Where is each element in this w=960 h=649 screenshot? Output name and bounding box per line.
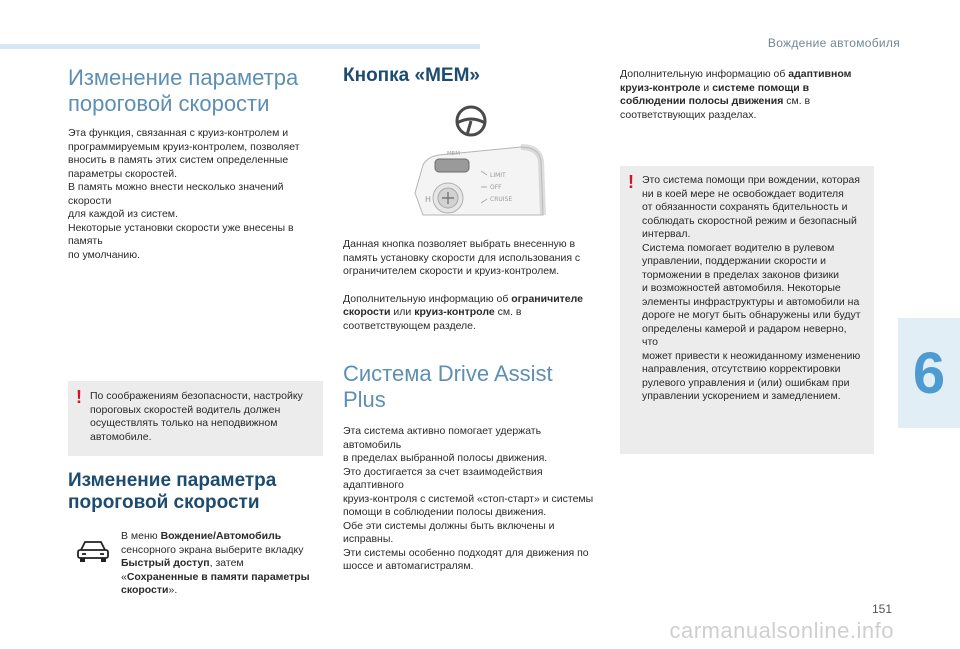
warning-line: рулевого управления и (или) ошибкам при	[642, 376, 850, 389]
warning-line: соблюдать скоростной режим и безопасный	[642, 214, 857, 227]
menu-instruction-text: В меню Вождение/Автомобиль сенсорного экрана выберите вкладку Быстрый доступ, затем «Сохраненные в памяти параметры скорости».	[121, 530, 310, 596]
exclamation-icon: !	[76, 387, 82, 407]
off-label: OFF	[490, 184, 502, 191]
intro-line: программируемым круиз-контролем, позволяет	[68, 140, 300, 153]
mem-more-info: Дополнительную информацию об ограничителе скорости или круиз-контроле см. в соответствующем разделе.	[343, 292, 584, 332]
warning-line: определены камерой и радаром неверно, что	[642, 322, 847, 348]
watermark: carmanualsonline.info	[669, 618, 894, 643]
drive-assist-text	[343, 425, 601, 574]
column-right	[620, 68, 874, 454]
drive-assist-line: Эти системы особенно подходят для движения по	[343, 546, 589, 559]
section-title-threshold-bold: Изменение параметра пороговой скорости	[68, 470, 277, 513]
cruise-label: CRUISE	[490, 196, 513, 203]
section-title-mem: Кнопка «MEM»	[343, 65, 480, 86]
intro-line: вносить в память этих систем определенные	[68, 154, 289, 166]
intro-line: Некоторые установки скорости уже внесены в память	[68, 221, 294, 247]
drive-assist-line: круиз-контроля с системой «стоп-старт» и системы	[343, 492, 594, 505]
mem-line: Данная кнопка позволяет выбрать внесенную в	[343, 238, 576, 250]
warning-line: автомобиле.	[90, 430, 152, 443]
drive-assist-warning-box	[620, 166, 874, 454]
car-icon	[75, 536, 111, 564]
warning-line: По соображениям безопасности, настройку	[90, 390, 303, 402]
drive-assist-line: Эта система активно помогает удержать автомобиль	[343, 425, 542, 451]
warning-line: и возможностей автомобиля. Некоторые	[642, 282, 841, 294]
warning-line: управлении, поддержании скорости и	[642, 255, 827, 267]
warning-line: направления, отсутствию корректировки	[642, 363, 841, 375]
section-title-threshold: Изменение параметра пороговой скорости	[68, 65, 299, 116]
drive-assist-line: Обе эти системы должны быть включены и исправны.	[343, 519, 555, 545]
warning-line: ни в коей мере не освобождает водителя	[642, 187, 844, 200]
mem-line: ограничителем скорости и круиз-контролем.	[343, 265, 560, 277]
warning-line: Это система помощи при вождении, которая	[642, 174, 860, 186]
intro-line: параметры скоростей.	[68, 167, 178, 180]
warning-line: дороге не могут быть обнаружены или будут	[642, 309, 861, 321]
steering-stalk-illustration	[343, 95, 601, 219]
warning-line: пороговых скоростей водитель должен	[90, 403, 281, 416]
warning-line: от обязанности сохранять бдительность и	[642, 201, 848, 213]
page-number: 151	[871, 602, 892, 616]
column-middle	[343, 65, 601, 574]
chapter-title: Вождение автомобиля	[767, 36, 900, 50]
drive-assist-line: шоссе и автомагистралям.	[343, 560, 474, 572]
intro-text	[68, 127, 323, 262]
svg-text:H: H	[425, 195, 432, 204]
drive-assist-line: Это достигается за счет взаимодействия адаптивного	[343, 465, 543, 491]
menu-instruction	[68, 530, 323, 598]
warning-line: интервал.	[642, 228, 691, 240]
intro-line: Эта функция, связанная с круиз-контролем и	[68, 127, 289, 139]
exclamation-icon: !	[628, 172, 634, 192]
mem-label: MEM	[447, 151, 460, 157]
intro-line: В память можно внести несколько значений скорости	[68, 181, 284, 207]
section-title-drive-assist: Система Drive Assist Plus	[343, 361, 553, 412]
top-accent-bar	[0, 44, 480, 49]
chapter-tab	[898, 318, 960, 428]
warning-line: торможении в пределах законов физики	[642, 268, 839, 281]
warning-line: осуществлять только на неподвижном	[90, 417, 278, 429]
limit-label: LIMIT	[490, 172, 506, 179]
mem-line: память установку скорости для использования с	[343, 251, 581, 264]
drive-assist-line: помощи в соблюдении полосы движения.	[343, 506, 547, 518]
warning-line: Система помогает водителю в рулевом	[642, 241, 835, 254]
warning-line: управлении ускорением и замедлением.	[642, 390, 841, 402]
warning-line: элементы инфраструктуры и автомобили на	[642, 295, 860, 308]
intro-line: по умолчанию.	[68, 248, 141, 261]
column-left	[68, 65, 323, 598]
steering-wheel-icon	[457, 107, 485, 135]
intro-line: для каждой из систем.	[68, 208, 178, 220]
acc-more-info: Дополнительную информацию об адаптивном круиз-контроле и системе помощи в соблюдении полосы движения см. в соответствующих разделах.	[620, 68, 852, 121]
mem-description	[343, 238, 601, 279]
safety-warning-box	[68, 381, 323, 456]
warning-line: может привести к неожиданному изменению	[642, 349, 861, 362]
drive-assist-line: в пределах выбранной полосы движения.	[343, 452, 548, 464]
chapter-number: 6	[912, 340, 946, 406]
